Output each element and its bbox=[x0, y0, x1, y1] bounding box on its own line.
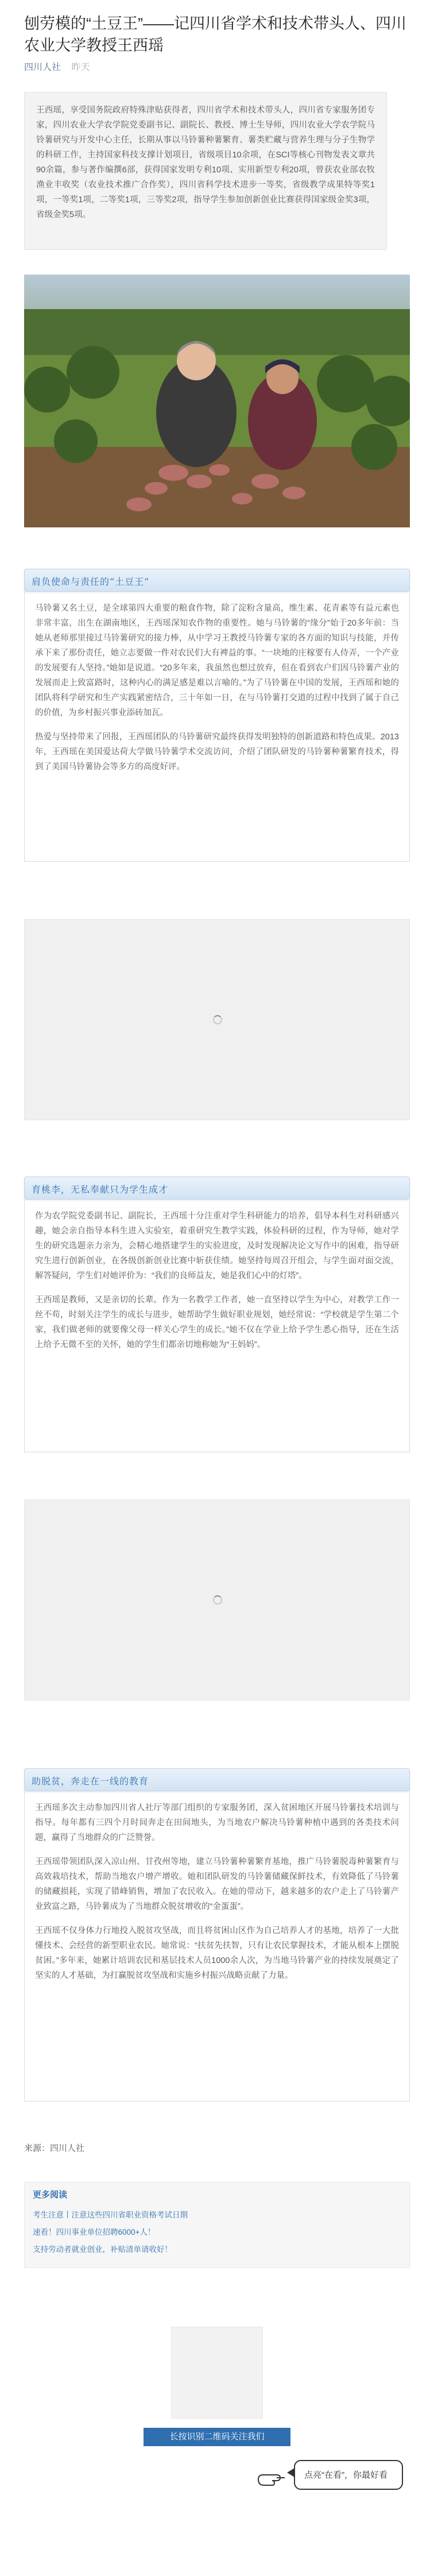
section-heading-text: 肩负使命与责任的“土豆王” bbox=[32, 576, 150, 587]
section-body-3 bbox=[24, 1791, 410, 2101]
section-body-1 bbox=[24, 592, 410, 862]
like-prompt-text: 点亮“在看”，你最好看 bbox=[304, 2470, 388, 2480]
more-reading-link[interactable]: 支持劳动者就业创业，补贴清单请收好！ bbox=[33, 2245, 172, 2254]
summary-box: 王西瑶，享受国务院政府特殊津贴获得者，四川省学术和技术带头人，四川省专家服务团专家，四川农业大学农学院党委副书记、副院长、教授、博士生导师，四川农业大学农学院马铃薯研究与开发中心主任，长期从事以马铃薯种薯繁育、薯类贮藏与营养生理与分子生物学的科研工作，主持国家科技支撑计划项目，省级项目10余项，在SCI等核心刊物发表文章共90余篇，参与著作编撰6部，获得国家发明专利10项、实用新型专利20项，曾获农业部农牧渔业丰收奖（农业技术推广合作奖），四川省科学技术进步一等奖，省级教学成果特等奖1项，一等奖1项，二等奖1项，三等奖2项，指导学生参加创新创业比赛获得国家级金奖3项，省级金奖5项。 bbox=[24, 92, 387, 250]
qr-code-image[interactable] bbox=[171, 2327, 263, 2419]
paragraph: 王西瑶多次主动参加四川省人社厅等部门组织的专家服务团，深入贫困地区开展马铃薯技术培训与指导。每年都有三四个月时间奔走在田间地头，为当地农户解决马铃薯种植中遇到的各类技术问题，赢得了当地群众的广泛赞誉。 bbox=[35, 1803, 399, 1842]
paragraph: 王西瑶不仅身体力行地投入脱贫攻坚战，而且将贫困山区作为自己培养人才的基地，培养了一大批懂技术、会经营的新型职业农民。她常说：“扶贫先扶智，只有让农民掌握技术，才能从根本上摆脱贫困。”多年来，她累计培训农民和基层技术人员1000余人次，为当地马铃薯产业的持续发展奠定了坚实的人才基础，为打赢脱贫攻坚战和实施乡村振兴战略贡献了力量。 bbox=[35, 1926, 399, 1980]
section-body-2 bbox=[24, 1200, 410, 1452]
article-meta bbox=[24, 60, 90, 73]
more-reading-title: 更多阅读 bbox=[33, 2190, 68, 2200]
more-reading-link[interactable]: 考生注意丨注意这些四川省职业资格考试日期 bbox=[33, 2211, 188, 2219]
article-source-link[interactable]: 四川人社 bbox=[24, 63, 61, 72]
paragraph: 马铃薯又名土豆，是全球第四大重要的粮食作物，除了淀粉含量高，维生素、花青素等有益元素也非常丰富，出生在湖南地区，王西瑶深知农作物的重要性。她与马铃薯的“缘分”始于20多年前：当她从老师那里接过马铃薯研究的接力棒，从中学习王教授马铃薯专家的各方面的知识与技能，并传承下来了那份责任，她立志要做一件对农民们大有裨益的事。“一块地的庄稼要有人侍弄，一个产业的发展要有人坚持。”她如是说道。“20多年来，我虽然也想过放弃，但在看到农户们因马铃薯产业的发展而走上致富路时，这种内心的满足感是难以言喻的。”为了马铃薯在中国的发展，王西瑶和她的团队将科学研究和生产实践紧密结合，三十年如一日，在与马铃薯打交道的过程中找到了属于自己的价值，为乡村振兴事业添砖加瓦。 bbox=[35, 604, 399, 718]
qr-code-section bbox=[144, 2321, 290, 2459]
section-heading-text: 育桃李，无私奉献只为学生成才 bbox=[32, 1184, 169, 1195]
article-photo bbox=[24, 275, 410, 527]
section-heading-3 bbox=[24, 1768, 410, 1791]
potato-field-photo bbox=[24, 275, 410, 527]
like-prompt-bubble[interactable] bbox=[294, 2460, 403, 2490]
pointing-hand-icon bbox=[256, 2467, 287, 2490]
paragraph: 热爱与坚持带来了回报，王西瑶团队的马铃薯研究最终获得发明独特的创新道路和特色成果。2013年，王西瑶在美国爱达荷大学做马铃薯学术交流访问，介绍了团队研发的马铃薯种薯繁育技术，得到了美国马铃薯协会等多方的高度好评。 bbox=[35, 732, 399, 772]
paragraph: 王西瑶带领团队深入凉山州、甘孜州等地，建立马铃薯种薯繁育基地，推广马铃薯脱毒种薯繁育与高效栽培技术，帮助当地农户增产增收。她和团队研发的马铃薯储藏保鲜技术，有效降低了马铃薯的储藏损耗，实现了错峰销售，增加了农民收入。在她的带动下，越来越多的农户走上了马铃薯产业致富之路，马铃薯成为了当地群众脱贫增收的“金蛋蛋”。 bbox=[35, 1857, 399, 1911]
section-heading-1 bbox=[24, 569, 410, 592]
more-reading-link[interactable]: 速看！四川事业单位招聘6000+人！ bbox=[33, 2228, 156, 2236]
loading-spinner-icon bbox=[213, 1015, 222, 1024]
section-heading-text: 助脱贫，奔走在一线的教育 bbox=[32, 1776, 149, 1787]
video-player-1[interactable] bbox=[24, 919, 410, 1120]
paragraph: 王西瑶是教师，又是亲切的长辈。作为一名教学工作者，她一直坚持以学生为中心，对教学工作一丝不苟，时刻关注学生的成长与进步，她帮助学生做好职业规划，她经常说：“学校就是学生第二个家，我们做老师的就要像父母一样关心学生的成长。”她不仅在学业上给予学生悉心指导，还在生活上给予无微不至的关怀，她的学生们都亲切地称她为“王妈妈”。 bbox=[35, 1295, 399, 1349]
article-title: 刨劳模的“土豆王”——记四川省学术和技术带头人、四川农业大学教授王西瑶 bbox=[24, 15, 406, 54]
source-line: 来源：四川人社 bbox=[24, 2143, 85, 2153]
more-reading-box bbox=[24, 2182, 410, 2268]
section-heading-2 bbox=[24, 1177, 410, 1200]
paragraph: 作为农学院党委副书记、副院长，王西瑶十分注重对学生科研能力的培养，倡导本科生对科研感兴趣，她会亲自指导本科生进入实验室，着重研究生教学实践，体验科研的过程，作为导师，她对学生的研究选题亲力亲为，会精心地搭建学生的实验进度，及时发现解决论文写作中的困难，指导研究生进行创新创业，在各级创新创业比赛中斩获佳绩。她坚持每周召开组会，与学生面对面交流，解答疑问，学生们对她评价为：“我们的良师益友，她是我们心中的灯塔”。 bbox=[35, 1212, 399, 1281]
more-reading-list bbox=[33, 2207, 188, 2258]
loading-spinner-icon bbox=[213, 1595, 222, 1605]
video-player-2[interactable] bbox=[24, 1499, 410, 1700]
article-date: 昨天 bbox=[71, 63, 90, 72]
qr-caption: 长按识别二维码关注我们 bbox=[144, 2428, 290, 2446]
